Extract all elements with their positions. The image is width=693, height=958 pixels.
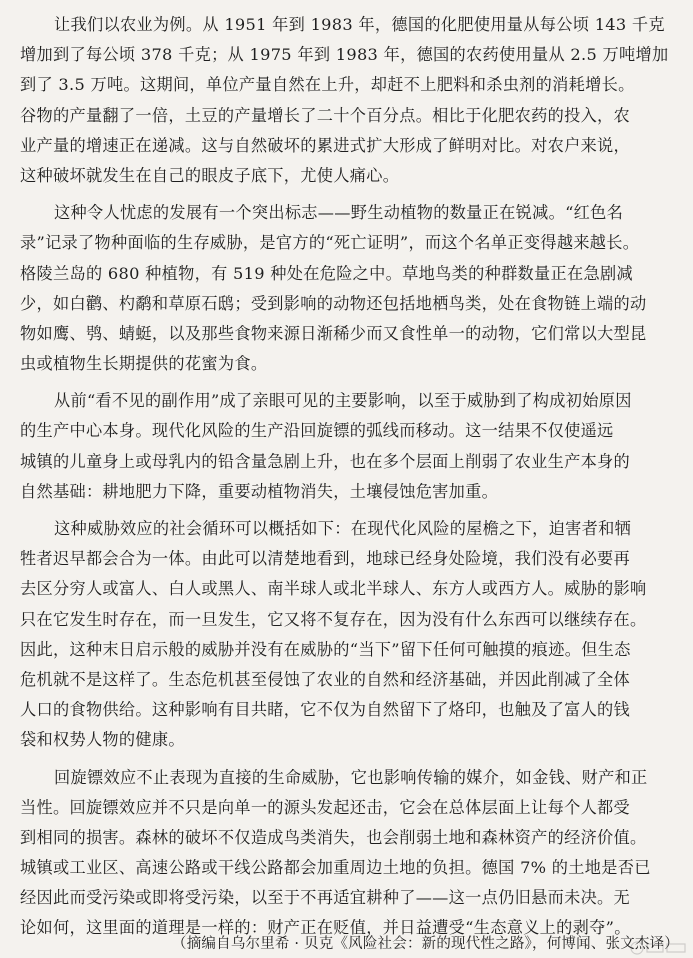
article-body	[20, 10, 671, 944]
text-line: 去区分穷人或富人、白人或黑人、南半球人或北半球人、东方人或西方人。威胁的影响	[20, 579, 647, 599]
paragraph	[20, 514, 671, 756]
text-line: 增加到了每公顷 378 千克；从 1975 年到 1983 年，德国的农药使用量从 2.5 万吨增加	[20, 45, 669, 65]
text-line: 这种令人忧虑的发展有一个突出标志——野生动植物的数量正在锐减。“红色名	[54, 203, 624, 223]
text-line: 城镇或工业区、高速公路或干线公路都会加重周边土地的负担。德国 7% 的土地是否已	[20, 858, 651, 878]
source-attribution: （摘编自乌尔里希 · 贝克《风险社会：新的现代性之路》，何博闻、张文杰译）	[172, 936, 679, 952]
text-line: 的生产中心本身。现代化风险的生产沿回旋镖的弧线而移动。这一结果不仅使遥远	[20, 421, 614, 441]
text-line: 谷物的产量翻了一倍，土豆的产量增长了二十个百分点。相比于化肥农药的投入，农	[20, 105, 631, 125]
text-line: 危机就不是这样了。生态危机甚至侵蚀了农业的自然和经济基础，并因此削减了全体	[20, 669, 631, 689]
text-line: 经因此而受污染或即将受污染，以至于不再适宜耕种了——这一点仍旧悬而未决。无	[20, 888, 631, 908]
text-line: 当性。回旋镖效应并不只是向单一的源头发起还击，它会在总体层面上让每个人都受	[20, 797, 631, 817]
text-line: 物如鹰、鸮、蜻蜓，以及那些食物来源日渐稀少而又食性单一的动物，它们常以大型昆	[20, 323, 647, 343]
text-line: 袋和权势人物的健康。	[20, 730, 185, 750]
text-line: 这种破坏就发生在自己的眼皮子底下，尤使人痛心。	[20, 165, 400, 185]
text-line: 录”记录了物种面临的生存威胁，是官方的“死亡证明”，而这个名单正变得越来越长。	[20, 233, 640, 253]
text-line: 牲者迟早都会合为一体。由此可以清楚地看到，地球已经身处险境，我们没有必要再	[20, 549, 631, 569]
text-line: 少，如白鹳、杓鹬和草原石鸱；受到影响的动物还包括地栖鸟类，处在食物链上端的动	[20, 293, 647, 313]
paragraph	[20, 386, 671, 507]
paragraph	[20, 763, 671, 944]
text-line: 论如何，这里面的道理是一样的：财产正在贬值，并日益遭受“生态意义上的剥夺”。	[20, 918, 631, 938]
text-line: 因此，这种末日启示般的威胁并没有在威胁的“当下”留下任何可触摸的痕迹。但生态	[20, 639, 631, 659]
text-line: 人口的食物供给。这种影响有目共睹，它不仅为自然留下了烙印，也触及了富人的钱	[20, 700, 631, 720]
text-line: 从前“看不见的副作用”成了亲眼可见的主要影响，以至于威胁到了构成初始原因	[54, 391, 632, 411]
text-line: 只在它发生时存在，而一旦发生，它又将不复存在，因为没有什么东西可以继续存在。	[20, 609, 647, 629]
text-line: 虫或植物生长期提供的花蜜为食。	[20, 354, 268, 374]
text-line: 自然基础：耕地肥力下降，重要动植物消失，土壤侵蚀危害加重。	[20, 481, 499, 501]
text-line: 格陵兰岛的 680 种植物，有 519 种处在危险之中。草地鸟类的种群数量正在急剧减	[20, 263, 633, 283]
text-line: 这种威胁效应的社会循环可以概括如下：在现代化风险的屋檐之下，迫害者和牺	[54, 519, 632, 538]
watermark-logo	[629, 940, 689, 956]
text-line: 让我们以农业为例。从 1951 年到 1983 年，德国的化肥使用量从每公顷 143 千克	[54, 15, 665, 34]
text-line: 回旋镖效应不止表现为直接的生命威胁，它也影响传输的媒介，如金钱、财产和正	[54, 767, 648, 787]
text-line: 业产量的增速正在递减。这与自然破坏的累进式扩大形成了鲜明对比。对农户来说，	[20, 135, 631, 155]
paragraph	[20, 198, 671, 379]
text-line: 城镇的儿童身上或母乳内的铅含量急剧上升，也在多个层面上削弱了农业生产本身的	[20, 451, 631, 471]
paragraph	[20, 10, 671, 191]
text-line: 到相同的损害。森林的破坏不仅造成鸟类消失，也会削弱土地和森林资产的经济价值。	[20, 827, 647, 847]
text-line: 到了 3.5 万吨。这期间，单位产量自然在上升，却赶不上肥料和杀虫剂的消耗增长。	[20, 75, 635, 95]
